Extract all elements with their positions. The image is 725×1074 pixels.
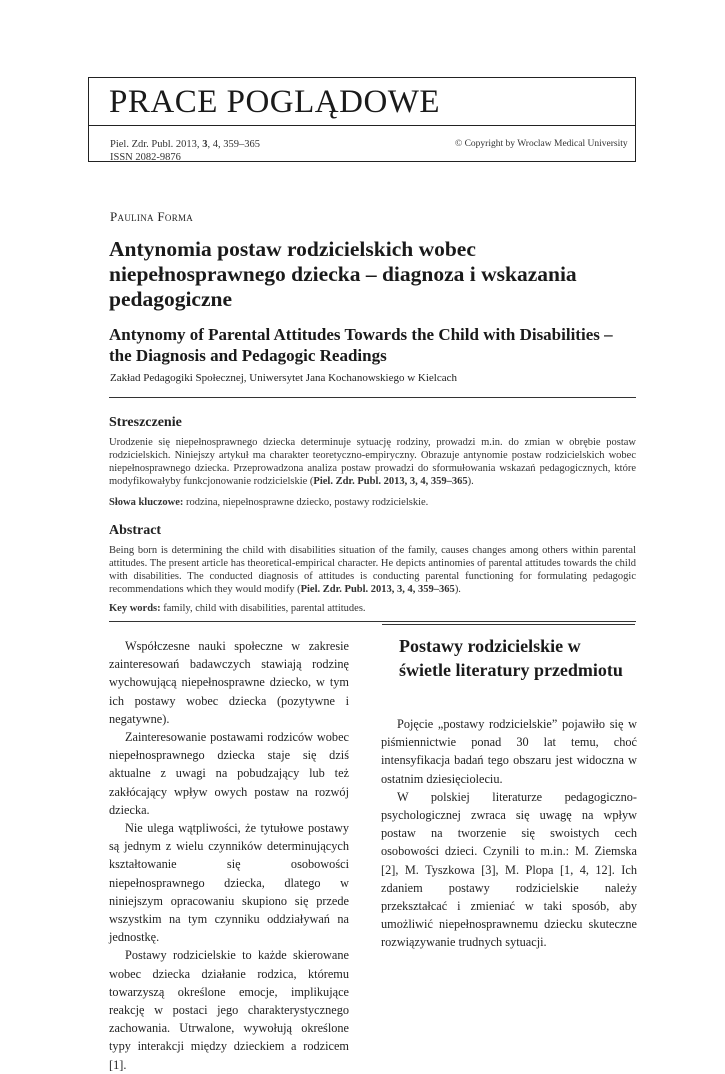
paragraph: Nie ulega wątpliwości, że tytułowe postawy są jednym z wielu czynników determinujących kształtowanie się osobowości niepełnosprawnego dziecka, dlatego w niniejszym opracowaniu skupiono się przede wszystkim na tym czynniku oddziaływań na jednostkę. [109,821,349,945]
section-title: PRACE POGLĄDOWE [109,84,441,120]
keywords-pl [109,497,428,508]
keywords-en-label: Key words: [109,603,161,614]
paragraph: Postawy rodzicielskie to każde skierowane wobec dziecka działanie rodzica, któremu towarzyszą określone emocje, implikujące reakcję w postaci jego charakterystycznego zachowania. Utrwalone, wywołują określone typy interakcji między dzieckiem a rodzicem [1]. [109,948,349,1072]
article-title-pl: Antynomia postaw rodzicielskich wobec niepełnosprawnego dziecka – diagnoza i wskazania pedagogiczne [109,237,577,311]
abstract-pl-heading: Streszczenie [109,415,182,430]
abstract-pl-citation: Piel. Zdr. Publ. 2013, 3, 4, 359–365 [313,476,468,487]
body-left-column [109,637,349,1074]
paragraph: Pojęcie „postawy rodzicielskie” pojawiło się w piśmiennictwie ponad 30 lat temu, choć intensyfikacja badań tego obszaru jest widoczna w ostatnim dziesięcioleciu. [381,717,637,786]
journal-issn: ISSN 2082-9876 [110,152,181,163]
paragraph: Zainteresowanie postawami rodziców wobec niepełnosprawnego dziecka staje się dziś aktualne z uwagi na pobudzający lub też zakłócający wpływ owych postaw na rozwój dziecka. [109,730,349,817]
abstract-en-body: Being born is determining the child with disabilities situation of the family, causes changes among others within parental attitudes. The present article has theoretical-empirical character. He depicts antinomies of parental attitudes towards the child with disabilities. The conducted diagnosis of attitudes is conducting parental functioning for formulating pedagogic recommendations which they would modify [109,545,636,595]
keywords-pl-label: Słowa kluczowe: [109,497,184,508]
section-divider-line [382,624,635,625]
keywords-pl-value: rodzina, niepełnosprawne dziecko, postawy rodzicielskie. [186,497,429,508]
section-heading: Postawy rodzicielskie w świetle literatury przedmiotu [399,636,623,680]
abstract-pl-text: Urodzenie się niepełnosprawnego dziecka determinuje sytuację rodziny, prowadzi m.in. do zmian w obrębie postaw rodzicielskich. Niniejszy artykuł ma charakter teoretyczno-empiryczny. Obrazuje antynomie postaw rodzicielskich wobec niepełnosprawnego dziecka. Przeprowadzona analiza postaw prowadzi do sformułowania wskazań pedagogicznych, które modyfikowałyby funkcjonowanie rodzicielskie (Piel. Zdr. Publ. 2013, 3, 4, 359–365). [109,437,636,487]
paragraph: W polskiej literaturze pedagogiczno-psychologicznej zwraca się uwagę na wpływ postaw na tworzenie się swoistych cech osobowości dzieci. Czynili to m.in.: M. Ziemska [2], M. Tyszkowa [3], M. Plopa [1, 4, 12]. Ich zdaniem postawy rodzicielskie należy przekształcać i zmieniać w taki sposób, aby umożliwić niepełnosprawnemu dziecku skuteczne rozwiązywanie trudnych sytuacji. [381,789,637,950]
paragraph: Współczesne nauki społeczne w zakresie zainteresowań badawczych stawiają rodzinę wychowującą niepełnosprawne dziecko, w tym ich postawy wobec dziecka (pozytywne i negatywne). [109,639,349,726]
copyright-note: © Copyright by Wroclaw Medical University [455,139,628,149]
article-title-en: Antynomy of Parental Attitudes Towards the Child with Disabilities – the Diagnosis and Pedagogic Readings [109,325,613,365]
author-name: Paulina Forma [110,209,194,224]
divider-line [109,397,636,398]
abstract-en-citation: Piel. Zdr. Publ. 2013, 3, 4, 359–365 [300,584,455,595]
keywords-en [109,603,366,614]
divider-line [109,621,636,622]
abstract-pl-body: Urodzenie się niepełnosprawnego dziecka determinuje sytuację rodziny, prowadzi m.in. do zmian w obrębie postaw rodzicielskich. Niniejszy artykuł ma charakter teoretyczno-empiryczny. Obrazuje antynomie postaw rodzicielskich wobec niepełnosprawnego dziecka. Przeprowadzona analiza postaw prowadzi do sformułowania wskazań pedagogicznych, które modyfikowałyby funkcjonowanie rodzicielskie [109,437,636,487]
affiliation: Zakład Pedagogiki Społecznej, Uniwersytet Jana Kochanowskiego w Kielcach [110,372,458,384]
body-right-column [381,715,637,952]
keywords-en-value: family, child with disabilities, parental attitudes. [163,603,366,614]
journal-citation: Piel. Zdr. Publ. 2013, 3, 4, 359–365 [110,139,260,150]
abstract-en-text: Being born is determining the child with disabilities situation of the family, causes changes among others within parental attitudes. The present article has theoretical-empirical character. He depicts antinomies of parental attitudes towards the child with disabilities. The conducted diagnosis of attitudes is conducting parental functioning for formulating pedagogic recommendations which they would modify (Piel. Zdr. Publ. 2013, 3, 4, 359–365). [109,545,636,595]
abstract-en-heading: Abstract [109,523,162,538]
